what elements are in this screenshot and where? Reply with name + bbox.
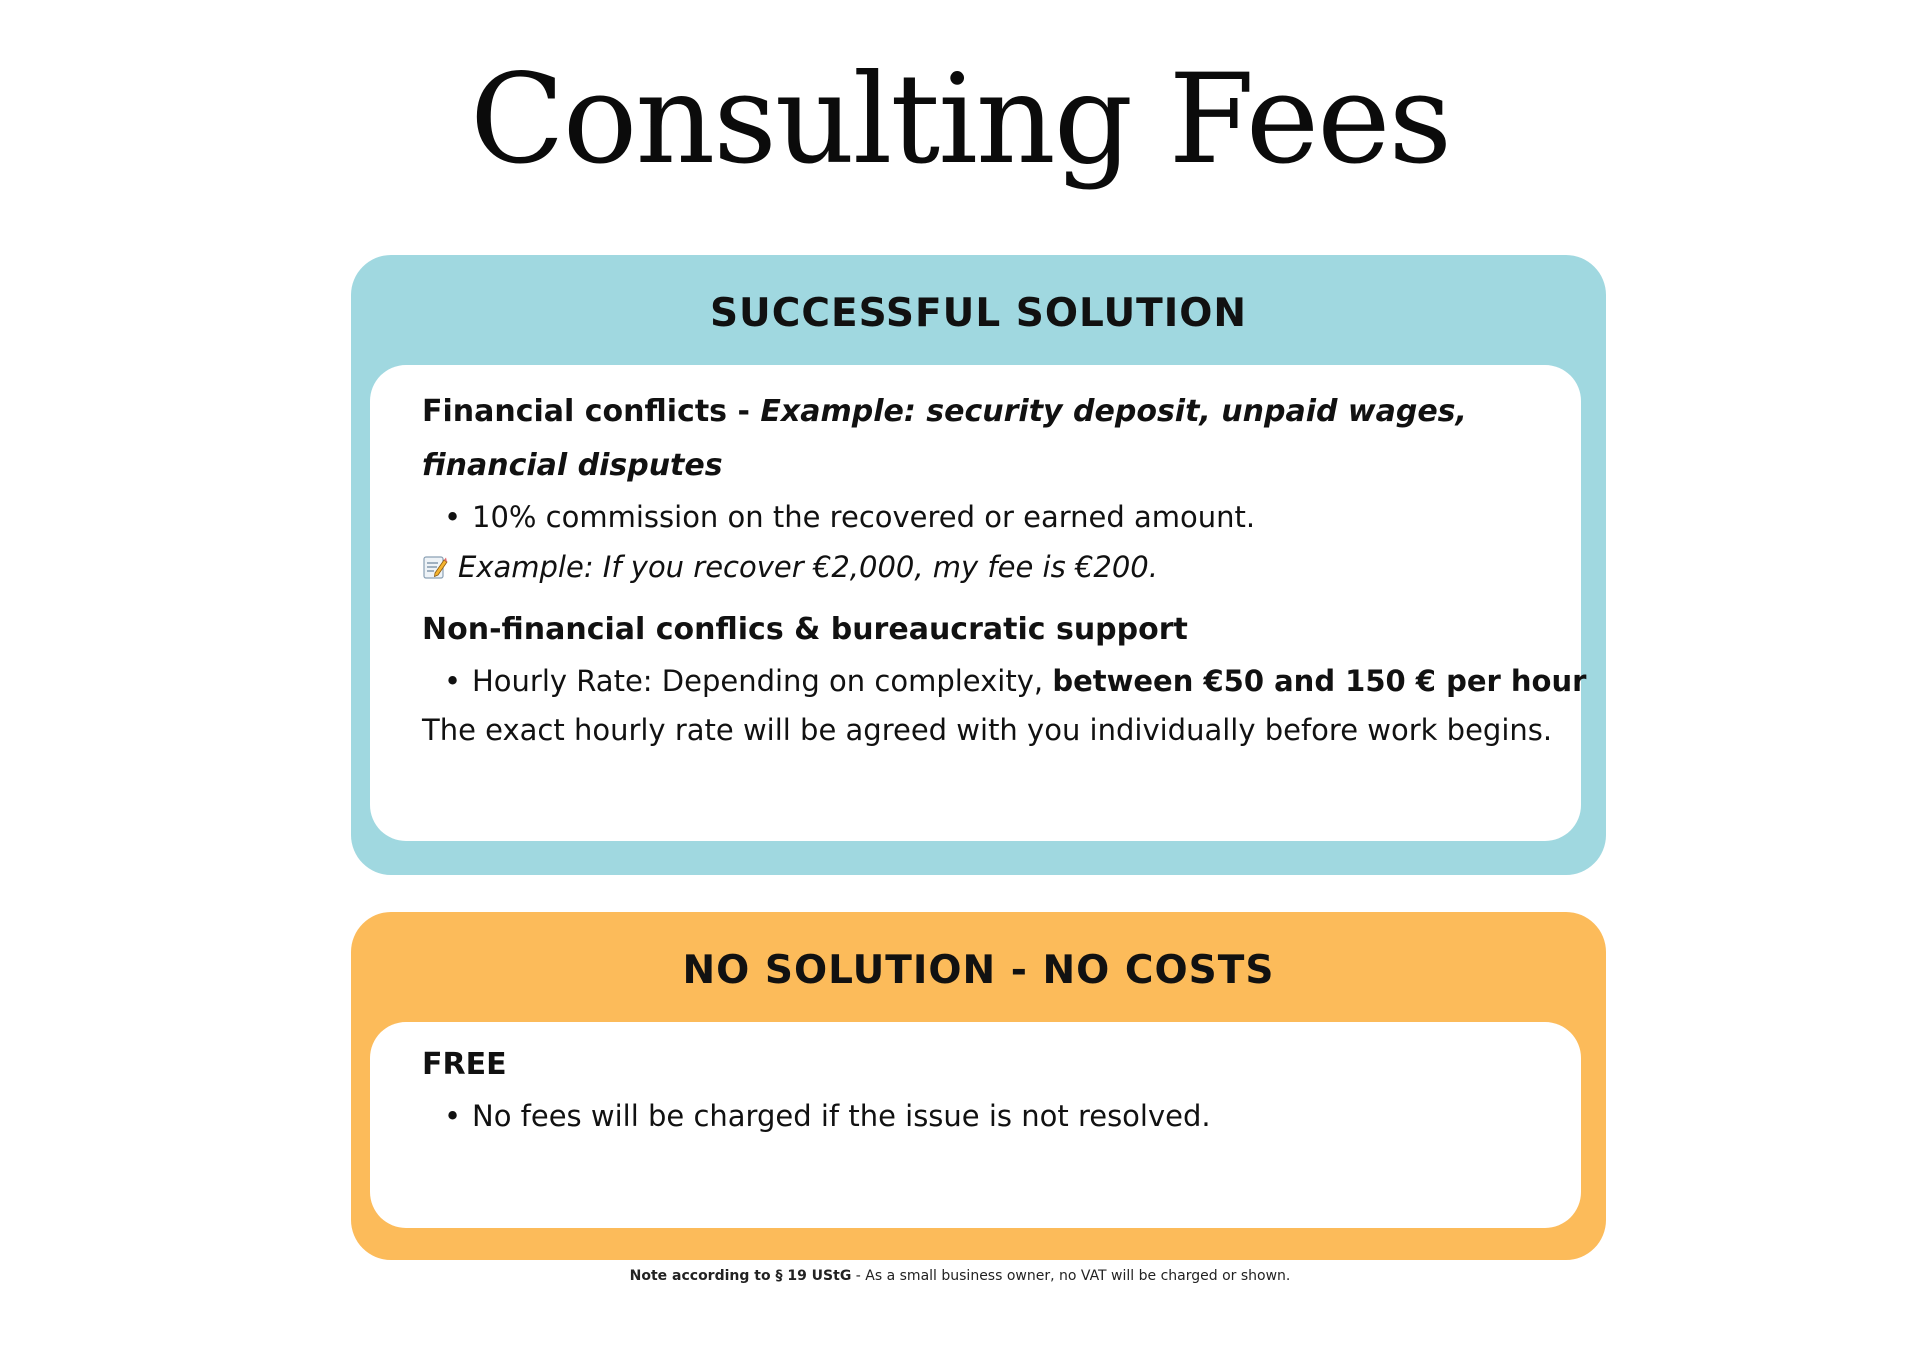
- vat-footnote-text: - As a small business owner, no VAT will be charged or shown.: [851, 1268, 1291, 1284]
- bullet-icon: •: [444, 664, 462, 698]
- no-solution-card: [351, 912, 1606, 1260]
- financial-conflicts-heading: [422, 385, 1541, 493]
- list-item: [422, 1092, 1541, 1140]
- successful-solution-heading: SUCCESSFUL SOLUTION: [709, 291, 1248, 336]
- financial-conflicts-example: Example: security deposit, unpaid wages, financial disputes: [422, 394, 1467, 483]
- page-title: Consulting Fees: [469, 48, 1451, 192]
- hourly-rate-prefix: Hourly Rate: Depending on complexity,: [472, 664, 1053, 698]
- no-solution-content: [422, 1038, 1541, 1140]
- successful-solution-panel: [370, 365, 1587, 841]
- successful-solution-content: [422, 385, 1587, 755]
- free-heading: FREE: [422, 1047, 507, 1082]
- fee-example: [422, 541, 1541, 593]
- memo-icon: [422, 554, 448, 580]
- list-item: [422, 493, 1541, 541]
- no-solution-panel: [370, 1022, 1581, 1228]
- non-financial-heading: Non-financial conflics & bureaucratic support: [422, 612, 1188, 647]
- fee-example-text: Example: If you recover €2,000, my fee is €200.: [458, 550, 1158, 584]
- hourly-rate-range: between €50 and 150 € per hour: [1052, 664, 1587, 698]
- financial-conflicts-label: Financial conflicts -: [422, 394, 761, 429]
- free-text: No fees will be charged if the issue is not resolved.: [472, 1099, 1211, 1133]
- agreement-text: The exact hourly rate will be agreed with you individually before work begins.: [422, 713, 1553, 747]
- bullet-icon: •: [444, 500, 462, 534]
- bullet-icon: •: [444, 1099, 462, 1133]
- vat-footnote-label: Note according to § 19 UStG: [629, 1268, 852, 1284]
- list-item: [422, 657, 1587, 705]
- hourly-rate-text: [472, 657, 1586, 705]
- commission-text: 10% commission on the recovered or earned amount.: [472, 500, 1256, 534]
- successful-solution-card: [351, 255, 1606, 875]
- no-solution-heading: NO SOLUTION - NO COSTS: [682, 948, 1275, 993]
- vat-footnote: [0, 1268, 1920, 1284]
